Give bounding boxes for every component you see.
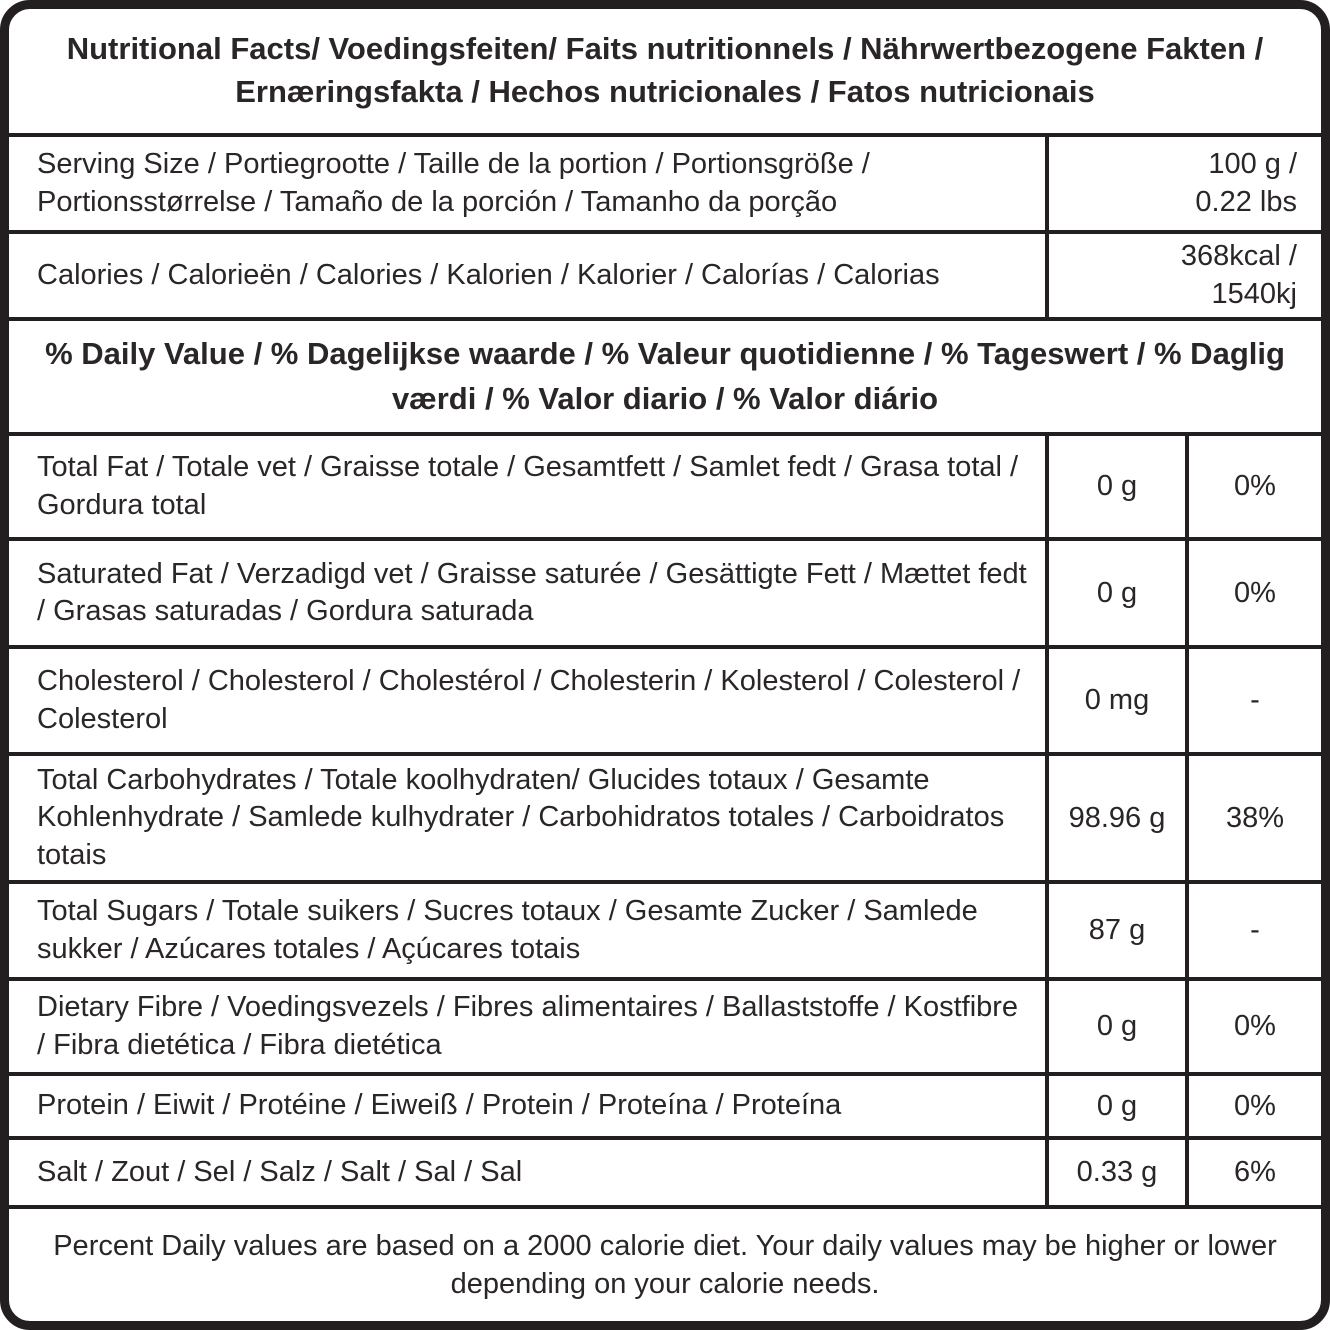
total-fat-label: Total Fat / Totale vet / Graisse totale / Gesamtfett / Samlet fedt / Grasa total / Gordura total [37, 451, 1019, 521]
dietary-fibre-label: Dietary Fibre / Voedingsvezels / Fibres alimentaires / Ballaststoffe / Kostfibre / Fibra dietética / Fibra dietética [37, 991, 1019, 1061]
table-row-saturated-fat [9, 537, 1321, 645]
total-sugars-daily-value: - [1185, 884, 1321, 977]
salt-label: Salt / Zout / Sel / Salz / Salt / Sal / Sal [37, 1155, 523, 1188]
serving-size-value-line1: 100 g / [1208, 147, 1297, 180]
serving-size-value-line2: 0.22 lbs [1195, 185, 1297, 218]
protein-amount: 0 g [1045, 1076, 1185, 1136]
salt-daily-value: 6% [1185, 1140, 1321, 1205]
total-sugars-label: Total Sugars / Totale suikers / Sucres totaux / Gesamte Zucker / Samlede sukker / Azúcares totales / Açúcares totais [37, 895, 978, 965]
calories-value-line2: 1540kj [1211, 277, 1297, 310]
calories-value-line1: 368kcal / [1180, 239, 1297, 272]
label-title: Nutritional Facts/ Voedingsfeiten/ Faits nutritionnels / Nährwertbezogene Fakten / Ernæringsfakta / Hechos nutricionales / Fatos nutricionais [66, 31, 1264, 109]
cholesterol-label: Cholesterol / Cholesterol / Cholestérol / Cholesterin / Kolesterol / Colesterol / Colesterol [37, 665, 1021, 735]
saturated-fat-daily-value: 0% [1185, 541, 1321, 645]
serving-size-label: Serving Size / Portiegrootte / Taille de la portion / Portionsgröße / Portionsstørrelse / Tamaño de la porción / Tamanho da porção [37, 148, 870, 218]
table-row-total-fat [9, 432, 1321, 537]
saturated-fat-label: Saturated Fat / Verzadigd vet / Graisse saturée / Gesättigte Fett / Mættet fedt / Grasas saturadas / Gordura saturada [37, 557, 1027, 627]
table-row-dietary-fibre [9, 977, 1321, 1072]
calories-label: Calories / Calorieën / Calories / Kalorien / Kalorier / Calorías / Calorias [37, 258, 940, 291]
dietary-fibre-daily-value: 0% [1185, 981, 1321, 1072]
cholesterol-daily-value: - [1185, 649, 1321, 752]
serving-size-row [9, 133, 1321, 230]
footer-row [9, 1205, 1321, 1321]
table-row-total-sugars [9, 880, 1321, 977]
salt-amount: 0.33 g [1045, 1140, 1185, 1205]
daily-value-header: % Daily Value / % Dagelijkse waarde / % Valeur quotidienne / % Tageswert / % Daglig værdi / % Valor diario / % Valor diário [45, 335, 1285, 416]
total-carbohydrates-label: Total Carbohydrates / Totale koolhydraten/ Glucides totaux / Gesamte Kohlenhydrate / Samlede kulhydrater / Carbohidratos totales / Carboidratos totais [37, 764, 1005, 871]
table-row-salt [9, 1136, 1321, 1205]
protein-label: Protein / Eiwit / Protéine / Eiweiß / Protein / Proteína / Proteína [37, 1089, 842, 1122]
dietary-fibre-amount: 0 g [1045, 981, 1185, 1072]
total-fat-amount: 0 g [1045, 436, 1185, 537]
daily-value-header-row [9, 317, 1321, 432]
calories-value [1045, 234, 1321, 317]
total-carbohydrates-daily-value: 38% [1185, 756, 1321, 880]
table-row-cholesterol [9, 645, 1321, 752]
total-carbohydrates-amount: 98.96 g [1045, 756, 1185, 880]
table-row-total-carbohydrates [9, 752, 1321, 880]
saturated-fat-amount: 0 g [1045, 541, 1185, 645]
total-sugars-amount: 87 g [1045, 884, 1185, 977]
title-row [9, 9, 1321, 133]
daily-values-disclaimer: Percent Daily values are based on a 2000 calorie diet. Your daily values may be higher or lower depending on your calorie needs. [53, 1229, 1277, 1300]
serving-size-value [1045, 137, 1321, 230]
protein-daily-value: 0% [1185, 1076, 1321, 1136]
table-row-protein [9, 1072, 1321, 1136]
total-fat-daily-value: 0% [1185, 436, 1321, 537]
calories-row [9, 230, 1321, 317]
cholesterol-amount: 0 mg [1045, 649, 1185, 752]
